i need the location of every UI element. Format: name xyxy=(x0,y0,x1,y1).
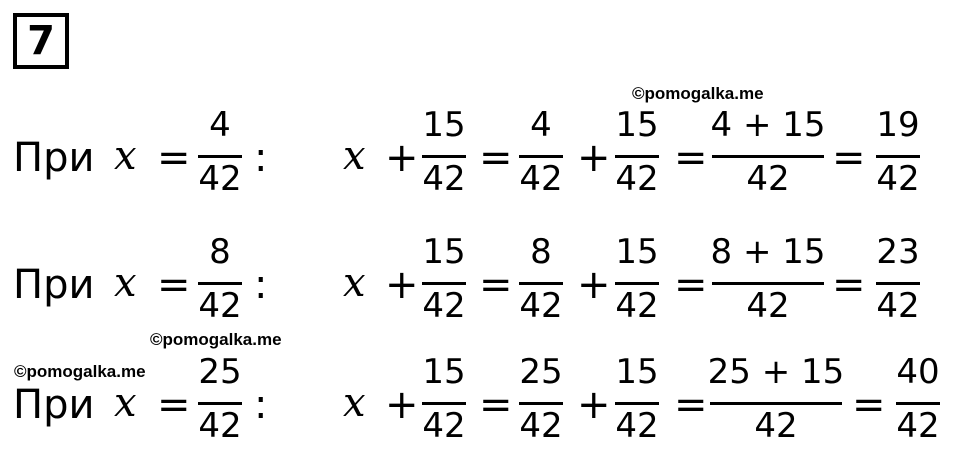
fraction-bar xyxy=(198,282,242,285)
denominator: 42 xyxy=(746,159,790,199)
numerator: 23 xyxy=(876,232,920,272)
variable-x: x xyxy=(343,260,366,306)
equals-sign: = xyxy=(674,262,708,308)
equals-sign: = xyxy=(674,382,708,428)
fraction-bar xyxy=(712,282,824,285)
fraction-bar xyxy=(519,155,563,158)
fraction-bar xyxy=(876,155,920,158)
plus-sign: + xyxy=(577,135,611,181)
plus-sign: + xyxy=(577,382,611,428)
denominator: 42 xyxy=(422,159,466,199)
equals-sign: = xyxy=(479,262,513,308)
equation-row xyxy=(0,352,960,455)
watermark: ©pomogalka.me xyxy=(14,362,146,381)
watermark: ©pomogalka.me xyxy=(632,84,764,103)
numerator: 8 + 15 xyxy=(710,232,826,272)
numerator: 15 xyxy=(615,232,659,272)
numerator: 25 xyxy=(198,352,242,392)
watermark: ©pomogalka.me xyxy=(150,330,282,349)
denominator: 42 xyxy=(615,286,659,326)
plus-sign: + xyxy=(577,262,611,308)
fraction-bar xyxy=(896,402,940,405)
fraction-bar xyxy=(615,402,659,405)
plus-sign: + xyxy=(385,135,419,181)
equation-row xyxy=(0,232,960,335)
fraction-bar xyxy=(519,282,563,285)
plus-sign: + xyxy=(385,382,419,428)
variable-x: x xyxy=(114,260,137,306)
equals-sign: = xyxy=(157,135,191,181)
numerator: 40 xyxy=(896,352,940,392)
denominator: 42 xyxy=(896,406,940,446)
denominator: 42 xyxy=(198,159,242,199)
denominator: 42 xyxy=(198,406,242,446)
equals-sign: = xyxy=(479,382,513,428)
equals-sign: = xyxy=(674,135,708,181)
equals-sign: = xyxy=(852,382,886,428)
equals-sign: = xyxy=(832,262,866,308)
prefix-label: При xyxy=(13,262,95,308)
denominator: 42 xyxy=(615,159,659,199)
fraction-bar xyxy=(198,155,242,158)
prefix-label: При xyxy=(13,135,95,181)
denominator: 42 xyxy=(746,286,790,326)
numerator: 15 xyxy=(422,105,466,145)
fraction-bar xyxy=(422,402,466,405)
equals-sign: = xyxy=(832,135,866,181)
variable-x: x xyxy=(343,133,366,179)
denominator: 42 xyxy=(519,406,563,446)
denominator: 42 xyxy=(754,406,798,446)
fraction-bar xyxy=(422,155,466,158)
numerator: 15 xyxy=(615,352,659,392)
denominator: 42 xyxy=(422,406,466,446)
numerator: 19 xyxy=(876,105,920,145)
fraction-bar xyxy=(615,155,659,158)
fraction-bar xyxy=(422,282,466,285)
equals-sign: = xyxy=(157,262,191,308)
equation-row xyxy=(0,105,960,208)
denominator: 42 xyxy=(876,159,920,199)
fraction-bar xyxy=(198,402,242,405)
denominator: 42 xyxy=(422,286,466,326)
numerator: 4 + 15 xyxy=(710,105,826,145)
numerator: 15 xyxy=(422,352,466,392)
numerator: 4 xyxy=(530,105,552,145)
denominator: 42 xyxy=(198,286,242,326)
fraction-bar xyxy=(615,282,659,285)
numerator: 8 xyxy=(209,232,231,272)
denominator: 42 xyxy=(615,406,659,446)
fraction-bar xyxy=(710,402,842,405)
numerator: 25 xyxy=(519,352,563,392)
fraction-bar xyxy=(712,155,824,158)
numerator: 4 xyxy=(209,105,231,145)
colon: : xyxy=(254,382,268,428)
prefix-label: При xyxy=(13,382,95,428)
equals-sign: = xyxy=(157,382,191,428)
denominator: 42 xyxy=(519,159,563,199)
fraction-bar xyxy=(876,282,920,285)
denominator: 42 xyxy=(876,286,920,326)
numerator: 8 xyxy=(530,232,552,272)
plus-sign: + xyxy=(385,262,419,308)
variable-x: x xyxy=(114,380,137,426)
colon: : xyxy=(254,262,268,308)
colon: : xyxy=(254,135,268,181)
task-number-label: 7 xyxy=(27,18,55,64)
numerator: 15 xyxy=(615,105,659,145)
numerator: 25 + 15 xyxy=(707,352,845,392)
fraction-bar xyxy=(519,402,563,405)
equals-sign: = xyxy=(479,135,513,181)
variable-x: x xyxy=(114,133,137,179)
numerator: 15 xyxy=(422,232,466,272)
task-number xyxy=(13,13,69,69)
denominator: 42 xyxy=(519,286,563,326)
variable-x: x xyxy=(343,380,366,426)
